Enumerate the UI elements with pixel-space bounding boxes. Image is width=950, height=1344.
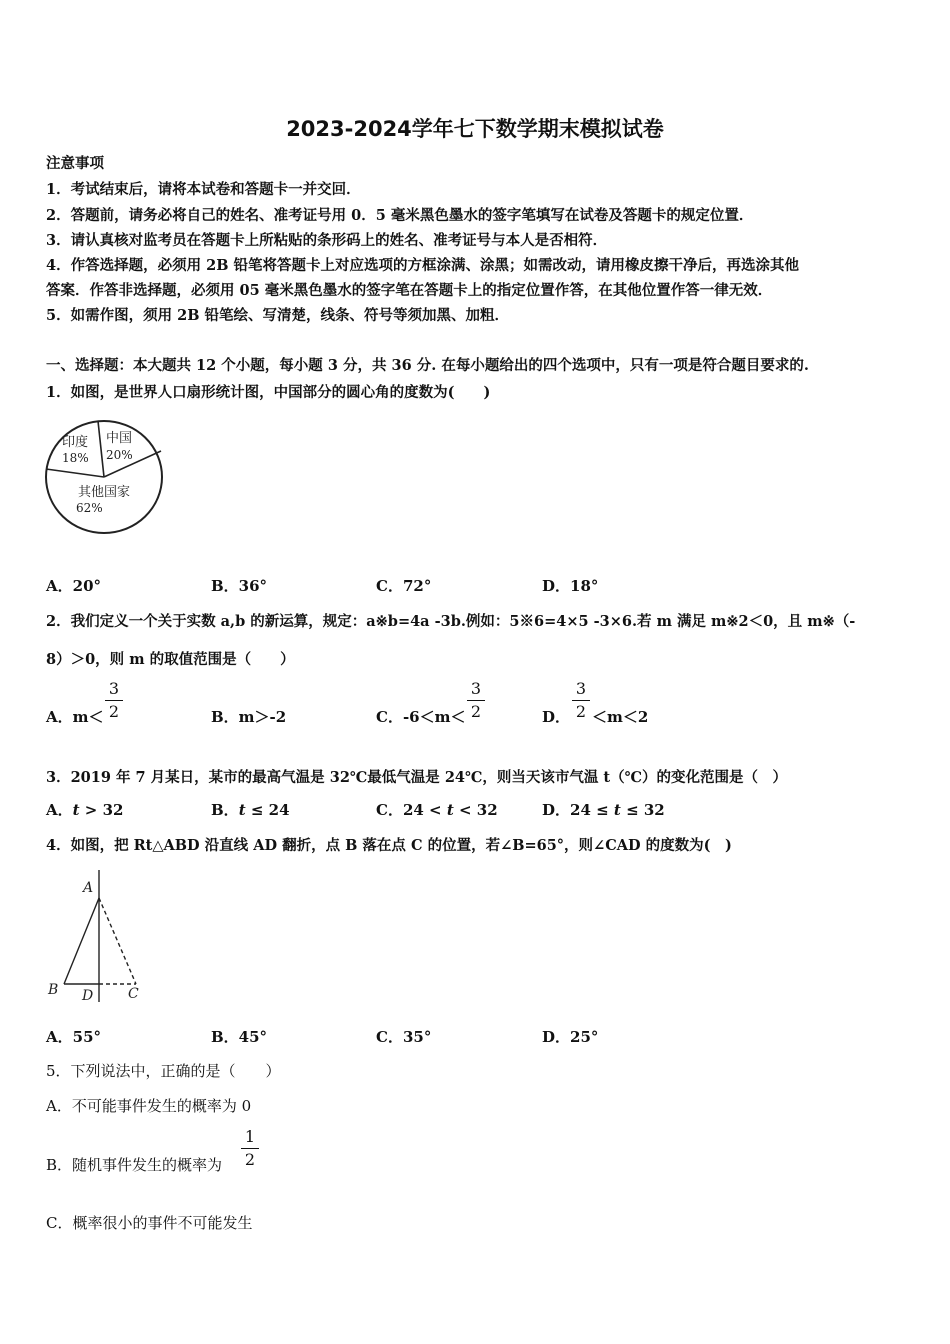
question-2-stem-line2: 8）＞0，则 m 的取值范围是（ ） bbox=[46, 651, 295, 668]
pie-value-others: 62% bbox=[76, 501, 103, 515]
q3-option-d-rest: ≤ 32 bbox=[620, 801, 665, 819]
question-5-stem: 5．下列说法中，正确的是（ ） bbox=[46, 1062, 281, 1080]
q2-option-b: B．m＞-2 bbox=[211, 708, 287, 726]
point-label-d: D bbox=[82, 988, 94, 1004]
q1-option-d: D．18° bbox=[542, 577, 599, 595]
q3-option-d-var: t bbox=[613, 801, 621, 819]
question-3-stem: 3．2019 年 7 月某日，某市的最高气温是 32℃最低气温是 24℃，则当天该市气温 t（℃）的变化范围是（ ） bbox=[46, 769, 787, 786]
fraction-denominator: 2 bbox=[575, 702, 587, 721]
q4-option-c: C．35° bbox=[376, 1028, 432, 1046]
q2-option-a-fraction bbox=[105, 680, 123, 721]
pie-label-others: 其他国家 bbox=[78, 485, 131, 500]
question-4-stem: 4．如图，把 Rt△ABD 沿直线 AD 翻折，点 B 落在点 C 的位置，若∠B=65°，则∠CAD 的度数为( ) bbox=[46, 837, 732, 854]
q2-option-c: C．-6＜m＜ bbox=[376, 708, 466, 726]
q5-option-c: C．概率很小的事件不可能发生 bbox=[46, 1214, 253, 1232]
q1-option-c: C．72° bbox=[376, 577, 432, 595]
q3-option-c-rest: < 32 bbox=[453, 801, 498, 819]
notice-item: 3．请认真核对监考员在答题卡上所粘贴的条形码上的姓名、准考证号与本人是否相符． bbox=[46, 232, 608, 249]
fraction-numerator: 3 bbox=[575, 679, 587, 698]
fraction-denominator: 2 bbox=[244, 1150, 256, 1169]
pie-label-india: 印度 bbox=[62, 435, 89, 450]
q2-option-d-suffix: ＜m＜2 bbox=[592, 708, 649, 726]
point-label-c: C bbox=[128, 986, 139, 1002]
q3-option-b-var: t bbox=[238, 801, 246, 819]
fraction-bar bbox=[105, 700, 123, 701]
q4-option-a: A．55° bbox=[46, 1028, 102, 1046]
q3-option-b-label: B． bbox=[211, 801, 239, 819]
fraction-bar bbox=[572, 700, 590, 701]
q2-option-d-fraction bbox=[572, 680, 590, 721]
q3-option-b bbox=[211, 799, 290, 820]
question-1-stem: 1．如图，是世界人口扇形统计图，中国部分的圆心角的度数为( ) bbox=[46, 384, 491, 401]
notice-item: 答案．作答非选择题，必须用 05 毫米黑色墨水的签字笔在答题卡上的指定位置作答，在其他位置作答一律无效． bbox=[46, 282, 773, 299]
fraction-numerator: 3 bbox=[108, 679, 120, 698]
section-heading: 一、选择题：本大题共 12 个小题，每小题 3 分，共 36 分. 在每小题给出的四个选项中，只有一项是符合题目要求的. bbox=[46, 357, 809, 374]
page-title: 2023-2024学年七下数学期末模拟试卷 bbox=[286, 117, 664, 141]
segment-ab bbox=[64, 898, 99, 984]
notice-item: 4．作答选择题，必须用 2B 铅笔将答题卡上对应选项的方框涂满、涂黑；如需改动，请用橡皮擦干净后，再选涂其他 bbox=[46, 257, 800, 274]
q4-option-b: B．45° bbox=[211, 1028, 268, 1046]
pie-divider-2 bbox=[98, 421, 104, 477]
q3-option-d bbox=[542, 799, 665, 820]
fraction-bar bbox=[241, 1148, 259, 1149]
q2-option-c-fraction bbox=[467, 680, 485, 721]
q4-option-d: D．25° bbox=[542, 1028, 599, 1046]
q3-option-a-label: A． bbox=[46, 801, 73, 819]
q3-option-a-rest: > 32 bbox=[79, 801, 124, 819]
point-label-a: A bbox=[83, 880, 94, 896]
fraction-denominator: 2 bbox=[108, 702, 120, 721]
q1-option-a: A．20° bbox=[46, 577, 102, 595]
q5-option-a: A．不可能事件发生的概率为 0 bbox=[46, 1097, 252, 1115]
q5-option-b-fraction bbox=[241, 1128, 259, 1169]
question-2-stem-line1: 2．我们定义一个关于实数 a,b 的新运算，规定：a※b=4a -3b.例如：5※6=4×5 -3×6.若 m 满足 m※2＜0，且 m※（- bbox=[46, 613, 856, 630]
segment-ac-dashed bbox=[99, 898, 136, 984]
q3-option-c-var: t bbox=[446, 801, 454, 819]
fraction-bar bbox=[467, 700, 485, 701]
q3-option-a-var: t bbox=[72, 801, 80, 819]
world-population-pie-chart bbox=[40, 414, 172, 540]
q1-option-b: B．36° bbox=[211, 577, 268, 595]
fraction-denominator: 2 bbox=[470, 702, 482, 721]
q2-option-a: A．m＜ bbox=[46, 708, 104, 726]
fraction-numerator: 1 bbox=[244, 1127, 256, 1146]
point-label-b: B bbox=[48, 982, 59, 998]
fraction-numerator: 3 bbox=[470, 679, 482, 698]
notice-item: 5．如需作图，须用 2B 铅笔绘、写清楚，线条、符号等须加黑、加粗． bbox=[46, 307, 510, 324]
notice-item: 1．考试结束后，请将本试卷和答题卡一并交回． bbox=[46, 181, 361, 198]
pie-label-china: 中国 bbox=[106, 431, 133, 446]
pie-value-china: 20% bbox=[106, 448, 133, 462]
q3-option-b-rest: ≤ 24 bbox=[245, 801, 290, 819]
q5-option-b: B．随机事件发生的概率为 bbox=[46, 1156, 223, 1174]
q3-option-c bbox=[376, 799, 498, 820]
pie-value-india: 18% bbox=[62, 451, 89, 465]
triangle-fold-diagram bbox=[44, 870, 154, 1005]
q3-option-a bbox=[46, 799, 123, 820]
pie-divider-1 bbox=[46, 469, 104, 477]
q2-option-d-prefix: D． bbox=[542, 708, 571, 726]
q3-option-c-label: C．24 < bbox=[376, 801, 447, 819]
notice-item: 2．答题前，请务必将自己的姓名、准考证号用 0．5 毫米黑色墨水的签字笔填写在试卷及答题卡的规定位置． bbox=[46, 207, 754, 224]
notice-heading: 注意事项 bbox=[46, 155, 104, 172]
q3-option-d-label: D．24 ≤ bbox=[542, 801, 614, 819]
